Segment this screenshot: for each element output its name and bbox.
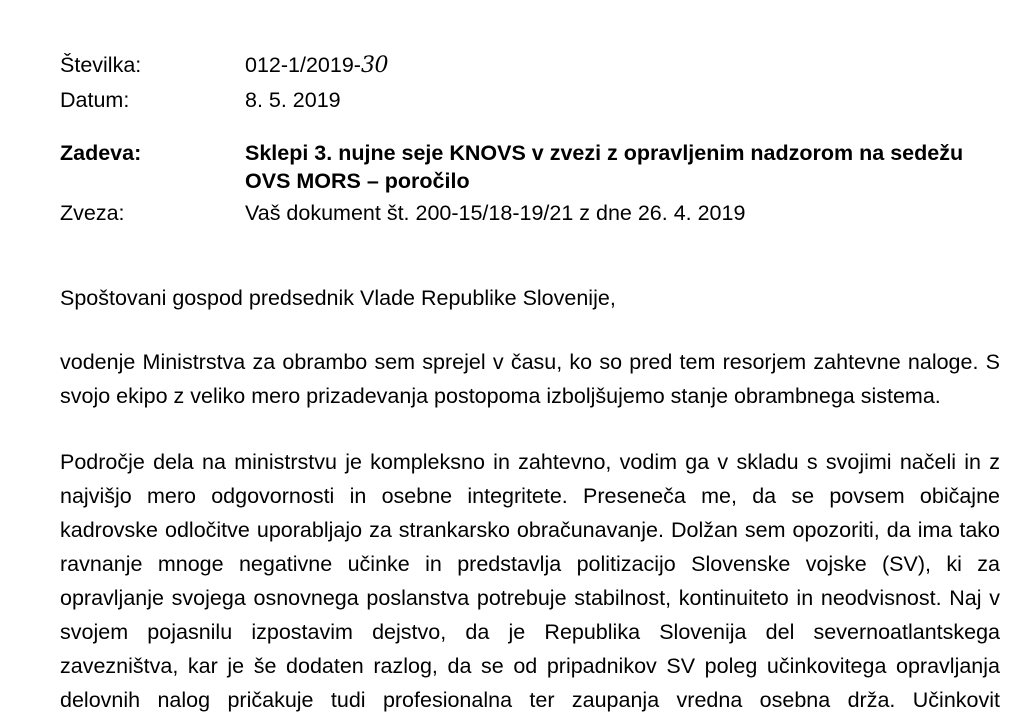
document-reference-row <box>60 199 1000 227</box>
document-reference-label: Zveza: <box>60 201 125 225</box>
document-content <box>60 50 1000 717</box>
document-number-handwritten: 30 <box>360 53 388 78</box>
document-date-label: Datum: <box>60 88 130 112</box>
document-number-value <box>245 50 1000 81</box>
document-subject-block <box>60 139 1000 227</box>
document-subject-value: Sklepi 3. nujne seje KNOVS v zvezi z opravljenim nadzorom na sedežu OVS MORS – poročilo <box>245 141 964 193</box>
document-number-printed: 012-1/2019- <box>245 53 361 77</box>
document-number-label: Številka: <box>60 53 142 77</box>
document-number-row <box>60 50 1000 81</box>
document-paragraph-1: vodenje Ministrstva za obrambo sem sprejel v času, ko so pred tem resorjem zahtevne naloge. S svojo ekipo z veliko mero prizadevanja postopoma izboljšujemo stanje obrambnega sistema. <box>60 350 1000 408</box>
document-paragraph-2: Področje dela na ministrstvu je kompleksno in zahtevno, vodim ga v skladu s svojimi načeli in z najvišjo mero odgovornosti in osebne integritete. Preseneča me, da se povsem običajne kadrovske odločitve uporabljajo za strankarsko obračunavanje. Dolžan sem opozoriti, da ima tako ravnanje mnoge negativne učinke in predstavlja politizacijo Slovenske vojske (SV), ki za opravljanje svojega osnovnega poslanstva potrebuje stabilnost, kontinuiteto in neodvisnost. Naj v svojem pojasnilu izpostavim dejstvo, da je Republika Slovenija del severnoatlantskega zavezništva, kar je še dodaten razlog, da se od pripadnikov SV poleg učinkovitega opravljanja delovnih nalog pričakuje tudi profesionalna ter zaupanja vredna osebna drža. Učinkovit <box>60 450 1000 712</box>
document-subject-row <box>60 139 1000 195</box>
document-date-row <box>60 85 1000 115</box>
document-subject-label: Zadeva: <box>60 141 142 165</box>
document-salutation: Spoštovani gospod predsednik Vlade Republike Slovenije, <box>60 286 616 310</box>
document-reference-value: Vaš dokument št. 200-15/18-19/21 z dne 26. 4. 2019 <box>245 201 746 225</box>
document-date-value: 8. 5. 2019 <box>245 88 341 112</box>
